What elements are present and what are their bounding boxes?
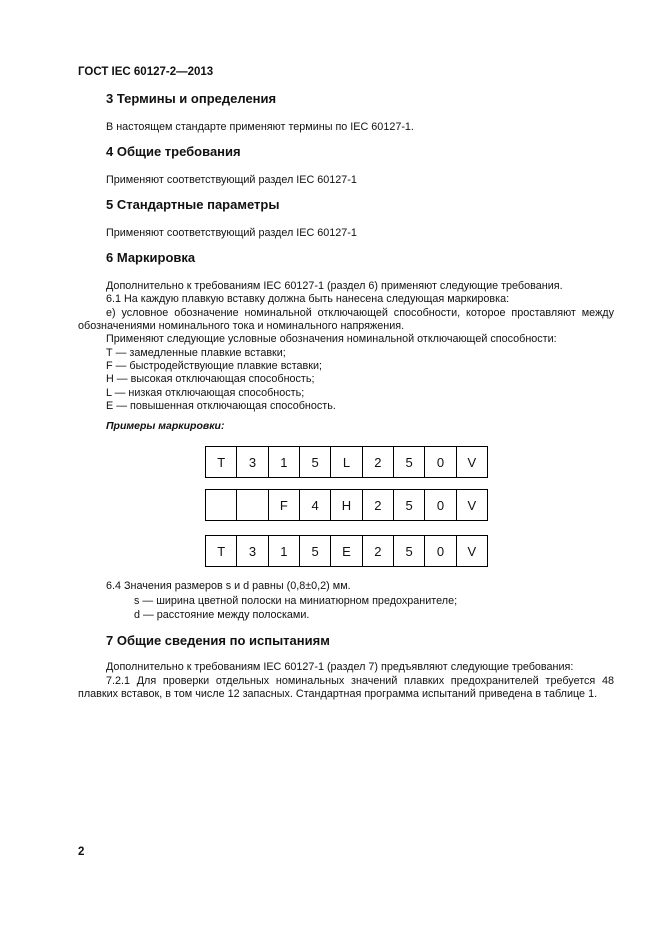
- section-4-text: Применяют соответствующий раздел IEC 60127-1: [106, 174, 357, 186]
- marking-cell: T: [217, 454, 226, 470]
- symbol-l: L — низкая отключающая способность;: [106, 387, 305, 399]
- clause-7-2-1: 7.2.1 Для проверки отдельных номинальных значений плавких предохранителей требуется 48 плавких вставок, в том числе 12 запасных. Стандартная программа испытаний приведена в таблице 1.: [78, 675, 614, 701]
- section-5-text: Применяют соответствующий раздел IEC 60127-1: [106, 227, 357, 239]
- section-6-heading: 6 Маркировка: [106, 250, 196, 265]
- section-3-heading: 3 Термины и определения: [106, 91, 277, 106]
- marking-cell: 0: [424, 536, 455, 566]
- section-5-heading: 5 Стандартные параметры: [106, 197, 280, 212]
- marking-cell: 5: [299, 447, 330, 477]
- symbol-h: Н — высокая отключающая способность;: [106, 373, 315, 385]
- marking-cell: H: [330, 490, 361, 520]
- item-e-paragraph: е) условное обозначение номинальной отключающей способности, которое проставляют между обозначениями номинального тока и номинального напряжения.: [78, 307, 614, 333]
- marking-cell: 5: [393, 536, 424, 566]
- marking-cell: L: [330, 447, 361, 477]
- marking-cell: 2: [362, 490, 393, 520]
- marking-cell: 2: [362, 536, 393, 566]
- symbol-t: Т — замедленные плавкие вставки;: [106, 347, 286, 359]
- page-number: 2: [78, 846, 85, 858]
- marking-cell: 0: [424, 490, 455, 520]
- marking-cell: 0: [424, 447, 455, 477]
- marking-cell: 3: [236, 447, 267, 477]
- clause-6-1: 6.1 На каждую плавкую вставку должна быть нанесена следующая маркировка:: [106, 293, 510, 305]
- marking-example-2: [205, 489, 488, 521]
- marking-example-1: [205, 446, 488, 478]
- section-7-heading: 7 Общие сведения по испытаниям: [106, 633, 330, 648]
- marking-cell: F: [268, 490, 299, 520]
- section-6-intro: Дополнительно к требованиям IEC 60127-1 (раздел 6) применяют следующие требования.: [106, 280, 563, 292]
- symbol-f: F — быстродействующие плавкие вставки;: [106, 360, 323, 372]
- marking-cell: V: [456, 447, 487, 477]
- marking-cell: 2: [362, 447, 393, 477]
- marking-cell: 5: [393, 490, 424, 520]
- marking-cell: E: [330, 536, 361, 566]
- marking-cell: [236, 490, 267, 520]
- marking-cell: 4: [299, 490, 330, 520]
- marking-cell: 5: [299, 536, 330, 566]
- marking-cell: 5: [393, 447, 424, 477]
- marking-cell: 1: [268, 536, 299, 566]
- section-7-intro: Дополнительно к требованиям IEC 60127-1 (раздел 7) предъявляют следующие требования:: [106, 661, 574, 673]
- marking-example-3: [205, 535, 488, 567]
- definition-s: s — ширина цветной полоски на миниатюрном предохранителе;: [134, 595, 458, 607]
- symbol-e: Е — повышенная отключающая способность.: [106, 400, 336, 412]
- section-3-text: В настоящем стандарте применяют термины по IEC 60127-1.: [106, 121, 414, 133]
- marking-cell: 1: [268, 447, 299, 477]
- marking-cell: T: [217, 543, 226, 559]
- symbols-intro: Применяют следующие условные обозначения номинальной отключающей способности:: [106, 333, 557, 345]
- section-4-heading: 4 Общие требования: [106, 144, 241, 159]
- marking-cell: V: [456, 490, 487, 520]
- marking-cell: [206, 490, 236, 520]
- definition-d: d — расстояние между полосками.: [134, 609, 310, 621]
- marking-cell: V: [456, 536, 487, 566]
- examples-label: Примеры маркировки:: [106, 420, 225, 432]
- clause-6-4: 6.4 Значения размеров s и d равны (0,8±0,2) мм.: [106, 580, 351, 592]
- marking-cell: 3: [236, 536, 267, 566]
- document-code: ГОСТ IEC 60127-2—2013: [78, 66, 214, 78]
